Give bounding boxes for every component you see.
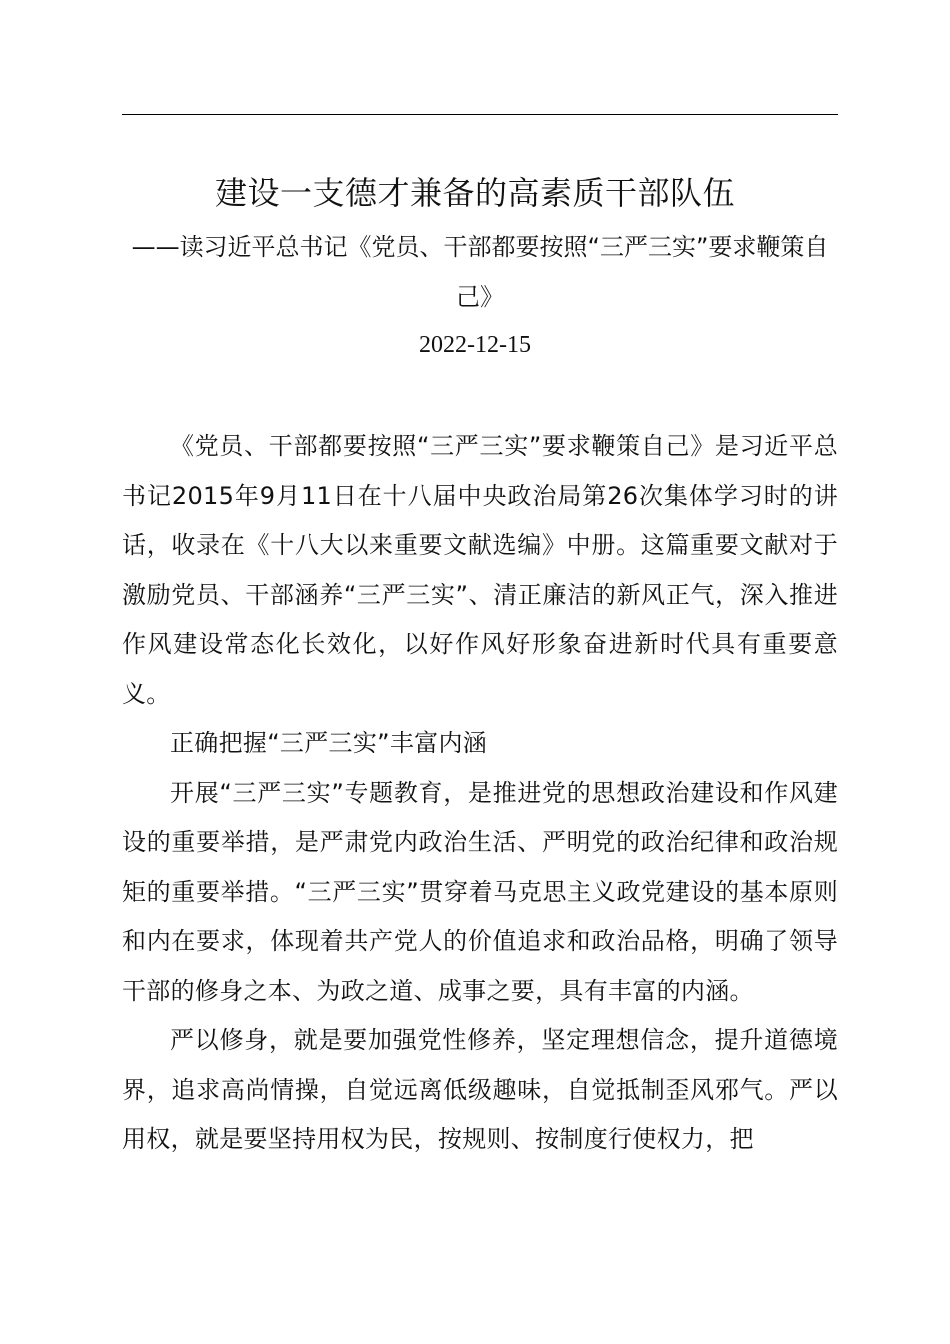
article-body: [122, 422, 838, 1165]
paragraph-intro: 《党员、干部都要按照“三严三实”要求鞭策自己》是习近平总书记2015年9月11日在十八届中央政治局第26次集体学习时的讲话，收录在《十八大以来重要文献选编》中册。这篇重要文献对于激励党员、干部涵养“三严三实”、清正廉洁的新风正气，深入推进作风建设常态化长效化，以好作风好形象奋进新时代具有重要意义。: [122, 432, 838, 708]
publish-date: 2022-12-15: [419, 332, 531, 358]
document-subtitle: ——读习近平总书记《党员、干部都要按照“三严三实”要求鞭策自己》: [131, 233, 829, 311]
document-title: 建设一支德才兼备的高素质干部队伍: [214, 174, 735, 212]
header-rule: [122, 114, 838, 115]
paragraph-section-1: 开展“三严三实”专题教育，是推进党的思想政治建设和作风建设的重要举措，是严肃党内政治生活、严明党的政治纪律和政治规矩的重要举措。“三严三实”贯穿着马克思主义政党建设的基本原则和内在要求，体现着共产党人的价值追求和政治品格，明确了领导干部的修身之本、为政之道、成事之要，具有丰富的内涵。: [122, 778, 838, 1005]
section-heading: 正确把握“三严三实”丰富内涵: [170, 729, 488, 757]
paragraph-section-2: 严以修身，就是要加强党性修养，坚定理想信念，提升道德境界，追求高尚情操，自觉远离低级趣味，自觉抵制歪风邪气。严以用权，就是要坚持用权为民，按规则、按制度行使权力，把: [122, 1026, 838, 1153]
